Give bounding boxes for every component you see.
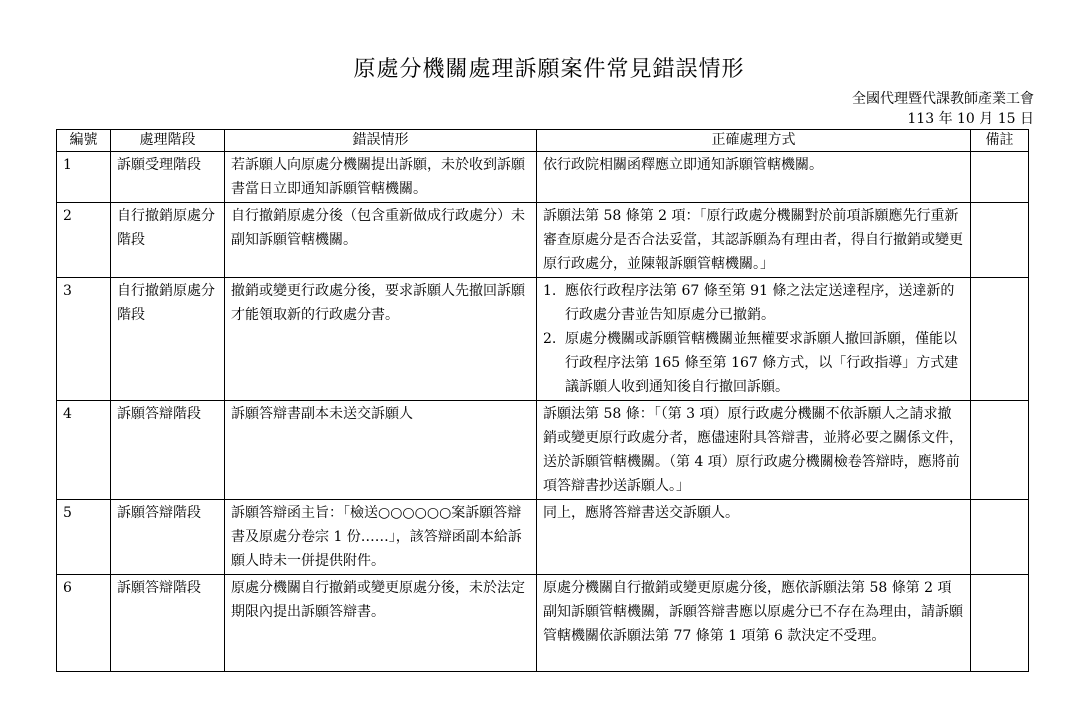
row-note — [971, 203, 1029, 278]
col-header-stage: 處理階段 — [111, 130, 225, 152]
row-note — [971, 278, 1029, 401]
col-header-correct: 正確處理方式 — [537, 130, 971, 152]
row-error: 訴願答辯函主旨：「檢送○○○○○○案訴願答辯書及原處分卷宗 1 份……」，該答辯函副本給訴願人時未一併提供附件。 — [225, 500, 537, 575]
row-error: 原處分機關自行撤銷或變更原處分後，未於法定期限內提出訴願答辯書。 — [225, 575, 537, 672]
organization-name: 全國代理暨代課教師產業工會 — [852, 91, 1034, 107]
list-item — [543, 327, 965, 399]
row-stage: 訴願答辯階段 — [111, 500, 225, 575]
list-item-number: 1. — [543, 283, 557, 299]
table-row — [57, 203, 1029, 278]
row-error: 撤銷或變更行政處分後，要求訴願人先撤回訴願才能領取新的行政處分書。 — [225, 278, 537, 401]
list-item — [543, 279, 965, 327]
list-item-text: 原處分機關或訴願管轄機關並無權要求訴願人撤回訴願，僅能以行政程序法第 165 條至第 167 條方式，以「行政指導」方式建議訴願人收到通知後自行撤回訴願。 — [565, 331, 959, 395]
row-stage: 訴願答辯階段 — [111, 575, 225, 672]
col-header-no: 編號 — [57, 130, 111, 152]
row-note — [971, 500, 1029, 575]
row-correct: 依行政院相關函釋應立即通知訴願管轄機關。 — [537, 152, 971, 203]
row-stage: 訴願答辯階段 — [111, 401, 225, 500]
col-header-error: 錯誤情形 — [225, 130, 537, 152]
row-note — [971, 152, 1029, 203]
table-header-row — [57, 130, 1029, 152]
row-number: 3 — [57, 278, 111, 401]
errors-table — [56, 129, 1029, 672]
list-item-number: 2. — [543, 331, 557, 347]
table-row — [57, 500, 1029, 575]
row-correct: 訴願法第 58 條：「（第 3 項）原行政處分機關不依訴願人之請求撤銷或變更原行政處分者，應儘速附具答辯書，並將必要之關係文件，送於訴願管轄機關。（第 4 項）原行政處分機關檢卷答辯時，應將前項答辯書抄送訴願人。」 — [537, 401, 971, 500]
document-date: 113 年 10 月 15 日 — [907, 111, 1034, 127]
list-item-text: 應依行政程序法第 67 條至第 91 條之法定送達程序，送達新的行政處分書並告知原處分已撤銷。 — [565, 283, 955, 323]
table-row — [57, 401, 1029, 500]
row-error: 自行撤銷原處分後（包含重新做成行政處分）未副知訴願管轄機關。 — [225, 203, 537, 278]
row-note — [971, 401, 1029, 500]
row-correct: 訴願法第 58 條第 2 項：「原行政處分機關對於前項訴願應先行重新審查原處分是否合法妥當，其認訴願為有理由者，得自行撤銷或變更原行政處分，並陳報訴願管轄機關。」 — [537, 203, 971, 278]
document-title: 原處分機關處理訴願案件常見錯誤情形 — [353, 57, 745, 82]
col-header-note: 備註 — [971, 130, 1029, 152]
row-number: 2 — [57, 203, 111, 278]
row-correct: 原處分機關自行撤銷或變更原處分後，應依訴願法第 58 條第 2 項副知訴願管轄機關，訴願答辯書應以原處分已不存在為理由，請訴願管轄機關依訴願法第 77 條第 1 項第 6 款決定不受理。 — [537, 575, 971, 672]
row-stage: 訴願受理階段 — [111, 152, 225, 203]
row-stage: 自行撤銷原處分階段 — [111, 278, 225, 401]
row-number: 6 — [57, 575, 111, 672]
table-row — [57, 278, 1029, 401]
row-correct: 同上，應將答辯書送交訴願人。 — [537, 500, 971, 575]
table-row — [57, 152, 1029, 203]
row-stage: 自行撤銷原處分階段 — [111, 203, 225, 278]
correct-steps-list — [543, 279, 965, 399]
row-note — [971, 575, 1029, 672]
row-number: 5 — [57, 500, 111, 575]
row-error: 訴願答辯書副本未送交訴願人 — [225, 401, 537, 500]
row-number: 1 — [57, 152, 111, 203]
row-number: 4 — [57, 401, 111, 500]
table-row — [57, 575, 1029, 672]
row-correct — [537, 278, 971, 401]
row-error: 若訴願人向原處分機關提出訴願，未於收到訴願書當日立即通知訴願管轄機關。 — [225, 152, 537, 203]
